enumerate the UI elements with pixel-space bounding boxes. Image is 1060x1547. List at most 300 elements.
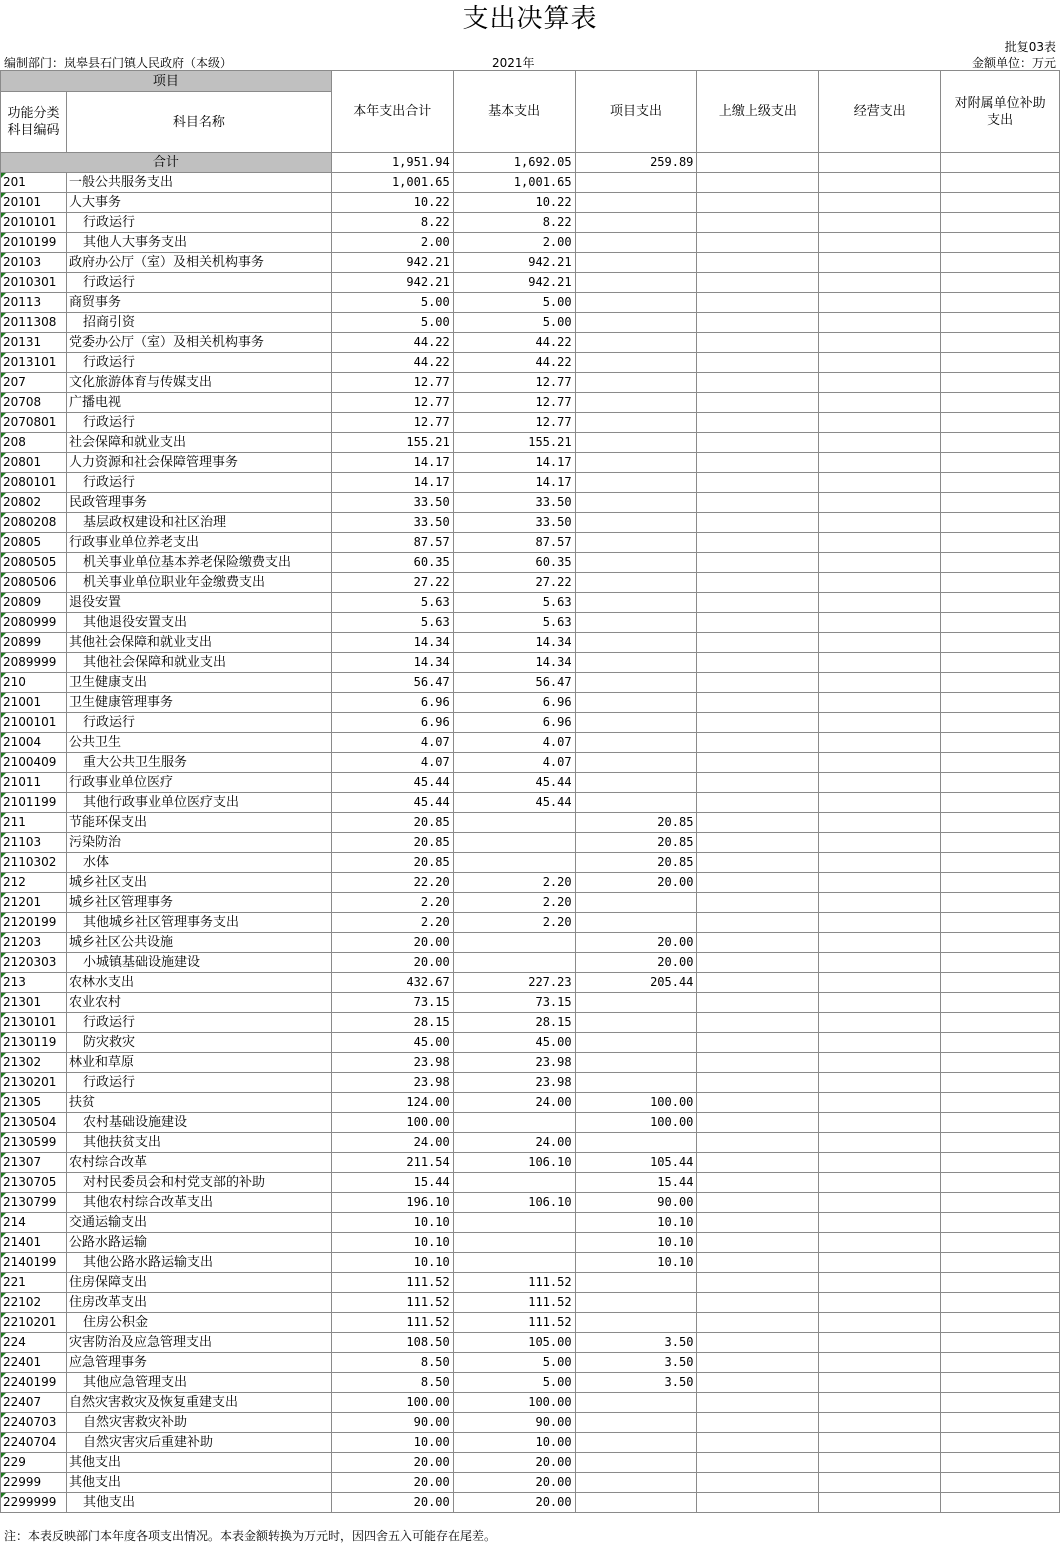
- total-amount: 73.15: [331, 993, 453, 1013]
- total-amount: 45.00: [331, 1033, 453, 1053]
- table-row: [1, 273, 1060, 293]
- business-amount: [819, 473, 941, 493]
- total-project: 259.89: [575, 153, 697, 173]
- subject-code: 21001: [1, 693, 67, 713]
- project-amount: [575, 173, 697, 193]
- basic-amount: 28.15: [453, 1013, 575, 1033]
- basic-amount: 2.20: [453, 913, 575, 933]
- business-amount: [819, 1353, 941, 1373]
- total-amount: 10.10: [331, 1233, 453, 1253]
- upper-amount: [697, 713, 819, 733]
- basic-amount: 10.22: [453, 193, 575, 213]
- subject-name: 人力资源和社会保障管理事务: [66, 453, 331, 473]
- upper-amount: [697, 593, 819, 613]
- subsidy-amount: [941, 533, 1060, 553]
- basic-amount: 5.00: [453, 313, 575, 333]
- total-amount: 33.50: [331, 513, 453, 533]
- business-amount: [819, 653, 941, 673]
- subject-name: 其他社会保障和就业支出: [66, 633, 331, 653]
- expenditure-table: [0, 70, 1060, 1513]
- table-row: [1, 393, 1060, 413]
- project-amount: [575, 713, 697, 733]
- subject-name: 行政运行: [66, 473, 331, 493]
- business-amount: [819, 1033, 941, 1053]
- total-amount: 14.17: [331, 473, 453, 493]
- subject-name: 林业和草原: [66, 1053, 331, 1073]
- subject-name: 自然灾害救灾及恢复重建支出: [66, 1393, 331, 1413]
- table-row: [1, 513, 1060, 533]
- basic-amount: 27.22: [453, 573, 575, 593]
- subsidy-amount: [941, 833, 1060, 853]
- table-row: [1, 913, 1060, 933]
- business-amount: [819, 333, 941, 353]
- subject-code: 2140199: [1, 1253, 67, 1273]
- business-amount: [819, 1433, 941, 1453]
- total-label: 合计: [1, 153, 332, 173]
- business-amount: [819, 1253, 941, 1273]
- subsidy-amount: [941, 613, 1060, 633]
- table-row: [1, 673, 1060, 693]
- subject-code: 2100409: [1, 753, 67, 773]
- project-amount: 3.50: [575, 1353, 697, 1373]
- subsidy-amount: [941, 313, 1060, 333]
- subsidy-amount: [941, 473, 1060, 493]
- upper-amount: [697, 1113, 819, 1133]
- subject-name: 其他应急管理支出: [66, 1373, 331, 1393]
- project-amount: [575, 1393, 697, 1413]
- subject-name: 行政运行: [66, 273, 331, 293]
- table-row: [1, 853, 1060, 873]
- subsidy-amount: [941, 1313, 1060, 1333]
- table-row: [1, 333, 1060, 353]
- upper-amount: [697, 873, 819, 893]
- business-amount: [819, 713, 941, 733]
- project-amount: [575, 393, 697, 413]
- subsidy-amount: [941, 673, 1060, 693]
- total-amount: 124.00: [331, 1093, 453, 1113]
- subject-name: 其他退役安置支出: [66, 613, 331, 633]
- business-amount: [819, 933, 941, 953]
- subsidy-amount: [941, 173, 1060, 193]
- basic-amount: 105.00: [453, 1333, 575, 1353]
- basic-amount: 2.20: [453, 893, 575, 913]
- subject-name: 小城镇基础设施建设: [66, 953, 331, 973]
- table-row: [1, 693, 1060, 713]
- table-row: [1, 733, 1060, 753]
- subject-code: 2089999: [1, 653, 67, 673]
- total-amount: 111.52: [331, 1313, 453, 1333]
- business-amount: [819, 553, 941, 573]
- subject-code: 21305: [1, 1093, 67, 1113]
- table-row: [1, 1413, 1060, 1433]
- subject-code: 2010199: [1, 233, 67, 253]
- basic-amount: 942.21: [453, 253, 575, 273]
- total-amount: 111.52: [331, 1273, 453, 1293]
- subsidy-amount: [941, 1353, 1060, 1373]
- total-amount: 211.54: [331, 1153, 453, 1173]
- business-amount: [819, 1213, 941, 1233]
- project-amount: [575, 333, 697, 353]
- subject-name: 自然灾害灾后重建补助: [66, 1433, 331, 1453]
- project-amount: [575, 533, 697, 553]
- basic-amount: 24.00: [453, 1093, 575, 1113]
- project-amount: [575, 1293, 697, 1313]
- upper-amount: [697, 913, 819, 933]
- basic-amount: 5.00: [453, 1353, 575, 1373]
- subsidy-amount: [941, 393, 1060, 413]
- subject-name: 公路水路运输: [66, 1233, 331, 1253]
- project-amount: [575, 793, 697, 813]
- project-amount: [575, 453, 697, 473]
- subject-code: 21203: [1, 933, 67, 953]
- subject-code: 2130705: [1, 1173, 67, 1193]
- project-amount: [575, 1053, 697, 1073]
- table-row: [1, 413, 1060, 433]
- subject-name: 其他社会保障和就业支出: [66, 653, 331, 673]
- basic-amount: [453, 933, 575, 953]
- upper-amount: [697, 173, 819, 193]
- basic-amount: 45.00: [453, 1033, 575, 1053]
- total-amount: 45.44: [331, 793, 453, 813]
- business-amount: [819, 493, 941, 513]
- table-row: [1, 453, 1060, 473]
- basic-amount: 227.23: [453, 973, 575, 993]
- form-number: 批复03表: [1004, 40, 1056, 54]
- basic-amount: 5.63: [453, 613, 575, 633]
- subject-name: 商贸事务: [66, 293, 331, 313]
- subject-name: 行政运行: [66, 1073, 331, 1093]
- subject-name: 农村基础设施建设: [66, 1113, 331, 1133]
- subject-name: 招商引资: [66, 313, 331, 333]
- business-amount: [819, 1473, 941, 1493]
- subject-code: 2120199: [1, 913, 67, 933]
- basic-amount: 5.00: [453, 293, 575, 313]
- subject-name: 水体: [66, 853, 331, 873]
- total-amount: 20.00: [331, 1453, 453, 1473]
- table-row: [1, 1173, 1060, 1193]
- subject-name: 灾害防治及应急管理支出: [66, 1333, 331, 1353]
- subject-name: 应急管理事务: [66, 1353, 331, 1373]
- upper-amount: [697, 1353, 819, 1373]
- project-amount: [575, 493, 697, 513]
- upper-amount: [697, 813, 819, 833]
- subject-code: 20708: [1, 393, 67, 413]
- subsidy-amount: [941, 573, 1060, 593]
- project-amount: [575, 593, 697, 613]
- total-amount: 5.63: [331, 593, 453, 613]
- subject-name: 扶贫: [66, 1093, 331, 1113]
- table-row: [1, 473, 1060, 493]
- project-amount: [575, 273, 697, 293]
- upper-amount: [697, 693, 819, 713]
- subsidy-amount: [941, 433, 1060, 453]
- subject-code: 224: [1, 1333, 67, 1353]
- basic-amount: 100.00: [453, 1393, 575, 1413]
- subject-code: 2110302: [1, 853, 67, 873]
- basic-amount: 23.98: [453, 1073, 575, 1093]
- total-amount: 196.10: [331, 1193, 453, 1213]
- subject-code: 2240704: [1, 1433, 67, 1453]
- subject-code: 20101: [1, 193, 67, 213]
- subject-code: 2010301: [1, 273, 67, 293]
- project-amount: [575, 633, 697, 653]
- subject-name: 其他城乡社区管理事务支出: [66, 913, 331, 933]
- total-amount: 87.57: [331, 533, 453, 553]
- business-amount: [819, 573, 941, 593]
- project-amount: 205.44: [575, 973, 697, 993]
- project-amount: 3.50: [575, 1333, 697, 1353]
- subject-name: 其他公路水路运输支出: [66, 1253, 331, 1273]
- upper-amount: [697, 553, 819, 573]
- subject-code: 20801: [1, 453, 67, 473]
- project-amount: [575, 1413, 697, 1433]
- subject-code: 2070801: [1, 413, 67, 433]
- total-amount: 8.50: [331, 1353, 453, 1373]
- subsidy-amount: [941, 193, 1060, 213]
- table-row: [1, 993, 1060, 1013]
- subsidy-amount: [941, 373, 1060, 393]
- subsidy-amount: [941, 1233, 1060, 1253]
- subject-name: 公共卫生: [66, 733, 331, 753]
- business-amount: [819, 1293, 941, 1313]
- basic-amount: 4.07: [453, 733, 575, 753]
- subject-name: 其他农村综合改革支出: [66, 1193, 331, 1213]
- project-amount: 20.85: [575, 813, 697, 833]
- subsidy-amount: [941, 1033, 1060, 1053]
- upper-amount: [697, 1493, 819, 1513]
- subject-name: 农业农村: [66, 993, 331, 1013]
- project-amount: [575, 513, 697, 533]
- unit-label: 金额单位：万元: [971, 56, 1056, 70]
- subsidy-amount: [941, 233, 1060, 253]
- table-row: [1, 553, 1060, 573]
- subject-name: 行政运行: [66, 213, 331, 233]
- basic-amount: 33.50: [453, 513, 575, 533]
- subject-name: 其他支出: [66, 1453, 331, 1473]
- table-row: [1, 193, 1060, 213]
- total-amount: 942.21: [331, 273, 453, 293]
- project-amount: [575, 773, 697, 793]
- project-amount: [575, 993, 697, 1013]
- project-amount: 100.00: [575, 1093, 697, 1113]
- subsidy-amount: [941, 293, 1060, 313]
- project-amount: [575, 1033, 697, 1053]
- subject-code: 229: [1, 1453, 67, 1473]
- subject-name: 民政管理事务: [66, 493, 331, 513]
- business-amount: [819, 753, 941, 773]
- subsidy-amount: [941, 1453, 1060, 1473]
- total-amount: 45.44: [331, 773, 453, 793]
- total-amount: 155.21: [331, 433, 453, 453]
- total-amount: 90.00: [331, 1413, 453, 1433]
- subject-name: 退役安置: [66, 593, 331, 613]
- total-amount: 1,951.94: [331, 153, 453, 173]
- total-amount: 100.00: [331, 1393, 453, 1413]
- total-amount: 12.77: [331, 373, 453, 393]
- subject-name: 卫生健康支出: [66, 673, 331, 693]
- project-amount: [575, 353, 697, 373]
- project-amount: [575, 573, 697, 593]
- subject-code: 20899: [1, 633, 67, 653]
- project-amount: 15.44: [575, 1173, 697, 1193]
- subject-name: 住房改革支出: [66, 1293, 331, 1313]
- table-row: [1, 353, 1060, 373]
- upper-amount: [697, 613, 819, 633]
- subject-code: 2080505: [1, 553, 67, 573]
- upper-amount: [697, 753, 819, 773]
- business-amount: [819, 1053, 941, 1073]
- upper-amount: [697, 1453, 819, 1473]
- total-amount: 44.22: [331, 353, 453, 373]
- project-amount: [575, 293, 697, 313]
- table-row: [1, 293, 1060, 313]
- subject-code: 212: [1, 873, 67, 893]
- subject-name: 交通运输支出: [66, 1213, 331, 1233]
- basic-amount: 14.17: [453, 473, 575, 493]
- upper-amount: [697, 933, 819, 953]
- total-amount: 10.22: [331, 193, 453, 213]
- total-amount: 14.34: [331, 633, 453, 653]
- business-amount: [819, 1373, 941, 1393]
- business-amount: [819, 853, 941, 873]
- subject-name: 农村综合改革: [66, 1153, 331, 1173]
- business-amount: [819, 1453, 941, 1473]
- table-row: [1, 753, 1060, 773]
- upper-amount: [697, 1253, 819, 1273]
- subsidy-amount: [941, 1273, 1060, 1293]
- table-row: [1, 933, 1060, 953]
- table-row: [1, 213, 1060, 233]
- basic-amount: 45.44: [453, 793, 575, 813]
- upper-amount: [697, 1393, 819, 1413]
- subject-code: 20802: [1, 493, 67, 513]
- business-amount: [819, 973, 941, 993]
- basic-amount: 2.00: [453, 233, 575, 253]
- business-amount: [819, 1333, 941, 1353]
- subsidy-amount: [941, 1293, 1060, 1313]
- upper-amount: [697, 1293, 819, 1313]
- business-amount: [819, 893, 941, 913]
- project-amount: 10.10: [575, 1213, 697, 1233]
- basic-amount: 20.00: [453, 1473, 575, 1493]
- table-row: [1, 1453, 1060, 1473]
- table-row: [1, 493, 1060, 513]
- total-amount: 8.50: [331, 1373, 453, 1393]
- upper-amount: [697, 1233, 819, 1253]
- basic-amount: 111.52: [453, 1313, 575, 1333]
- subsidy-amount: [941, 253, 1060, 273]
- basic-amount: 56.47: [453, 673, 575, 693]
- subject-name: 对村民委员会和村党支部的补助: [66, 1173, 331, 1193]
- business-amount: [819, 173, 941, 193]
- header-project-expense: 项目支出: [575, 71, 697, 153]
- table-row: [1, 953, 1060, 973]
- upper-amount: [697, 833, 819, 853]
- subsidy-amount: [941, 693, 1060, 713]
- table-row: [1, 373, 1060, 393]
- total-amount: 4.07: [331, 733, 453, 753]
- upper-amount: [697, 1413, 819, 1433]
- footnote: 注：本表反映部门本年度各项支出情况。本表金额转换为万元时，因四舍五入可能存在尾差。: [4, 1529, 497, 1543]
- subject-code: 2080999: [1, 613, 67, 633]
- subject-code: 221: [1, 1273, 67, 1293]
- subsidy-amount: [941, 893, 1060, 913]
- subject-name: 城乡社区支出: [66, 873, 331, 893]
- subject-code: 20113: [1, 293, 67, 313]
- basic-amount: 33.50: [453, 493, 575, 513]
- subject-name: 文化旅游体育与传媒支出: [66, 373, 331, 393]
- subject-code: 2130504: [1, 1113, 67, 1133]
- total-amount: 28.15: [331, 1013, 453, 1033]
- upper-amount: [697, 493, 819, 513]
- total-amount: 8.22: [331, 213, 453, 233]
- project-amount: 105.44: [575, 1153, 697, 1173]
- basic-amount: [453, 833, 575, 853]
- header-business: 经营支出: [819, 71, 941, 153]
- header-total: 本年支出合计: [331, 71, 453, 153]
- business-amount: [819, 1413, 941, 1433]
- subsidy-amount: [941, 1473, 1060, 1493]
- total-amount: 27.22: [331, 573, 453, 593]
- project-amount: 20.00: [575, 873, 697, 893]
- business-amount: [819, 1013, 941, 1033]
- project-amount: [575, 1013, 697, 1033]
- project-amount: [575, 1133, 697, 1153]
- subsidy-amount: [941, 273, 1060, 293]
- upper-amount: [697, 413, 819, 433]
- total-amount: 6.96: [331, 693, 453, 713]
- total-amount: 20.85: [331, 813, 453, 833]
- table-row: [1, 1033, 1060, 1053]
- upper-amount: [697, 273, 819, 293]
- table-row: [1, 713, 1060, 733]
- header-upper: 上缴上级支出: [697, 71, 819, 153]
- business-amount: [819, 873, 941, 893]
- header-subsidy: 对附属单位补助支出: [941, 71, 1060, 153]
- total-amount: 10.10: [331, 1213, 453, 1233]
- subject-name: 一般公共服务支出: [66, 173, 331, 193]
- table-row: [1, 253, 1060, 273]
- table-row: [1, 833, 1060, 853]
- upper-amount: [697, 673, 819, 693]
- subsidy-amount: [941, 1253, 1060, 1273]
- basic-amount: 44.22: [453, 353, 575, 373]
- subject-code: 2299999: [1, 1493, 67, 1513]
- business-amount: [819, 773, 941, 793]
- subsidy-amount: [941, 1133, 1060, 1153]
- total-amount: 20.00: [331, 933, 453, 953]
- project-amount: [575, 233, 697, 253]
- total-upper: [697, 153, 819, 173]
- upper-amount: [697, 333, 819, 353]
- subject-code: 208: [1, 433, 67, 453]
- subject-code: 21103: [1, 833, 67, 853]
- table-row: [1, 1093, 1060, 1113]
- table-row: [1, 873, 1060, 893]
- subject-code: 22102: [1, 1293, 67, 1313]
- subsidy-amount: [941, 873, 1060, 893]
- business-amount: [819, 833, 941, 853]
- department-label: 编制部门：岚皋县石门镇人民政府（本级）: [4, 56, 233, 70]
- subject-code: 211: [1, 813, 67, 833]
- business-amount: [819, 913, 941, 933]
- upper-amount: [697, 233, 819, 253]
- subject-name: 行政运行: [66, 1013, 331, 1033]
- project-amount: [575, 1453, 697, 1473]
- total-basic: 1,692.05: [453, 153, 575, 173]
- upper-amount: [697, 513, 819, 533]
- subject-name: 党委办公厅（室）及相关机构事务: [66, 333, 331, 353]
